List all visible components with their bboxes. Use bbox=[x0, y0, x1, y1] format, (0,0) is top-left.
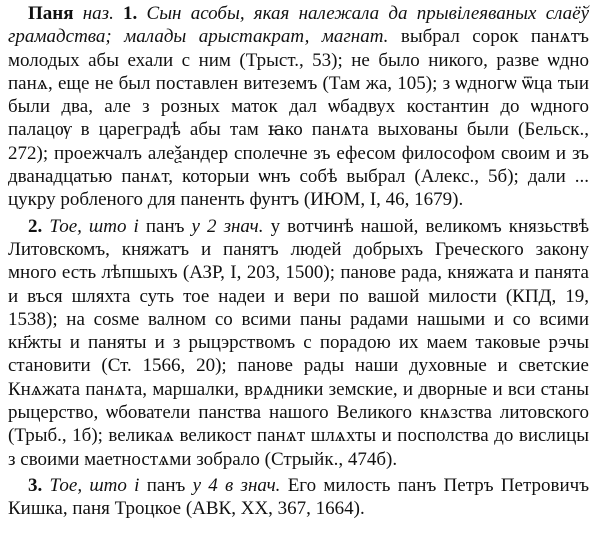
sense-gloss-tail: у 4 в знач. bbox=[192, 474, 281, 496]
sense-3-paragraph bbox=[8, 474, 589, 521]
sense-gloss-ref: панъ bbox=[145, 215, 185, 237]
sense-number: 2. bbox=[28, 215, 43, 237]
headword: Паня bbox=[28, 3, 74, 24]
sense-gloss-tail: у 2 знач. bbox=[191, 215, 264, 237]
sense-2-paragraph bbox=[8, 215, 589, 471]
sense-1-paragraph bbox=[8, 2, 589, 212]
sense-quotations: у вотчинѣ нашой, великомъ князьствѣ Литовскомъ, княжатъ и панятъ людей добрыхъ Греческого закону много есть лѣпшыхъ (АЗР, І, 203, 1500); панове рада, княжата и панята и въся шляхта суть тое надеи и вери по вашой милости (КПД, 19, 1538); на соѕме валном со всими паны радами нашыми и со всими кн҃жты и паняты и з рыцэрствомъ с порадою их маем таковые рэчы становити (Ст. 1566, 20); панове рады наши духовные и светские Кнѧжата панѧта, маршалки, врѧдники земские, и дворные и вси станы рыцерство, ѡбователи панства нашого Великого кнѧзства литовского (Трыб., 1б); великаѧ великост панѧт шлѧхты и посполства до вислицы з своими маетностѧми зобрало (Стрыйк., 474б). bbox=[8, 215, 590, 470]
sense-gloss: Тое, што і bbox=[49, 215, 139, 237]
sense-quotations: Его милость панъ Петръ Петровичъ Кишка, паня Троцкое (АВК, XX, 367, 1664). bbox=[8, 474, 590, 520]
grammar-label: наз. bbox=[82, 3, 114, 24]
sense-gloss-ref: панъ bbox=[146, 474, 186, 496]
sense-quotations: выбрал сорок панѧтъ молодых абы ехали с ним (Трыст., 53); не было никого, разве ѡдно панѧ, еще не был поставлен витеземъ (Там жа, 105); з ѡдногѡ ѿца тыи были два, але з розных маток дал ѡбадвух костантин до ѡдного палацѹ в цареградѣ абы там ꙗко панѧта выхованы были (Бельск., 272); проежчалъ алеѯандер сполечне зъ ефесом философом своим и зъ дванадцатью панѧт, которыи ѡнъ собѣ выбрал (Алекс., 5б); дали ... цукру робленого для паненть фунтъ (ИЮМ, І, 46, 1679). bbox=[8, 26, 589, 211]
sense-number: 3. bbox=[28, 474, 43, 496]
sense-number: 1. bbox=[123, 3, 138, 24]
sense-gloss: Сын асобы, якая належала да прывілеяваных слаёў грамадства; малады арыстакрат, магнат. bbox=[8, 3, 590, 48]
sense-gloss: Тое, што і bbox=[49, 474, 140, 496]
